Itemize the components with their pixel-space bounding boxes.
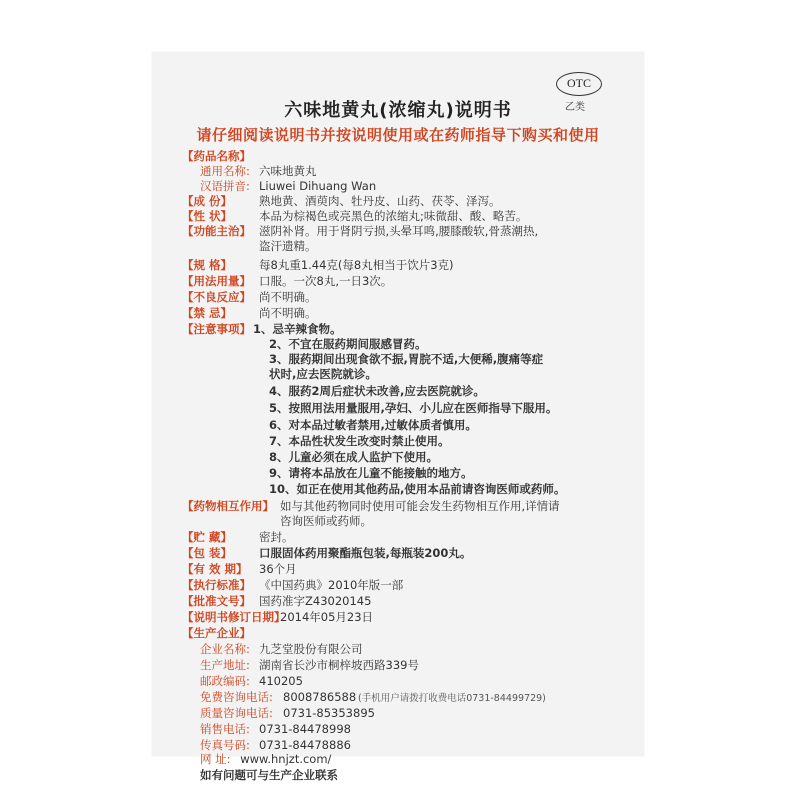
precaution-item: 5、按照用法用量服用,孕妇、小儿应在医师指导下服用。 xyxy=(269,401,558,415)
section-label-revision-date: 【说明书修订日期】 xyxy=(182,610,286,624)
quality-hotline-key: 质量咨询电话: xyxy=(200,706,273,720)
interactions-line-1: 如与其他药物同时使用可能会发生药物相互作用,详情请 xyxy=(280,499,560,513)
section-label-adverse-reactions: 【不良反应】 xyxy=(182,290,251,304)
revision-date-value: 2014年05月23日 xyxy=(280,610,374,624)
postcode-value: 410205 xyxy=(259,674,303,688)
dosage-value: 口服。一次8丸,一日3次。 xyxy=(259,274,393,288)
precaution-item: 4、服药2周后症状未改善,应去医院就诊。 xyxy=(269,384,485,398)
address-key: 生产地址: xyxy=(200,658,250,672)
pinyin-value: Liuwei Dihuang Wan xyxy=(259,179,377,193)
storage-value: 密封。 xyxy=(259,530,294,544)
section-label-drug-name: 【药品名称】 xyxy=(182,149,251,163)
document-title: 六味地黄丸(浓缩丸)说明书 xyxy=(284,100,512,121)
section-label-appearance: 【性 状】 xyxy=(182,209,233,223)
usage-warning: 请仔细阅读说明书并按说明使用或在药师指导下购买和使用 xyxy=(196,126,600,144)
website-row xyxy=(200,752,331,767)
instruction-leaflet xyxy=(152,52,644,756)
pinyin-key: 汉语拼音: xyxy=(200,179,250,193)
website-value: www.hnjzt.com/ xyxy=(240,752,332,766)
precaution-item: 2、不宜在服药期间服感冒药。 xyxy=(269,337,427,351)
precaution-item: 1、忌辛辣食物。 xyxy=(253,322,342,336)
generic-name-value: 六味地黄丸 xyxy=(259,164,317,178)
hotline-mobile-note: (手机用户请拨打收费电话0731-84499729) xyxy=(358,693,546,704)
section-label-interactions: 【药物相互作用】 xyxy=(182,499,274,513)
sales-phone-key: 销售电话: xyxy=(200,722,250,736)
section-label-storage: 【贮 藏】 xyxy=(182,530,233,544)
section-label-validity: 【有 效 期】 xyxy=(182,562,248,576)
contraindications-value: 尚不明确。 xyxy=(259,306,317,320)
adverse-reactions-value: 尚不明确。 xyxy=(259,290,317,304)
contact-footer: 如有问题可与生产企业联系 xyxy=(200,768,338,782)
section-label-approval: 【批准文号】 xyxy=(182,594,251,608)
address-value: 湖南省长沙市桐梓坡西路339号 xyxy=(259,658,419,672)
validity-value: 36个月 xyxy=(259,562,297,576)
section-label-dosage: 【用法用量】 xyxy=(182,274,251,288)
packaging-value: 口服固体药用聚酯瓶包装,每瓶装200丸。 xyxy=(259,546,472,560)
fax-value: 0731-84478886 xyxy=(259,738,351,752)
interactions-line-2: 咨询医师或药师。 xyxy=(280,514,372,528)
hotline-key: 免费咨询电话: xyxy=(200,690,273,704)
section-label-contraindications: 【禁 忌】 xyxy=(182,306,233,320)
section-label-packaging: 【包 装】 xyxy=(182,546,233,560)
indications-line-1: 滋阴补肾。用于肾阴亏损,头晕耳鸣,腰膝酸软,骨蒸潮热, xyxy=(259,224,539,238)
section-label-precautions: 【注意事项】 xyxy=(182,322,251,336)
precaution-item: 8、儿童必须在成人监护下使用。 xyxy=(269,450,438,464)
postcode-key: 邮政编码: xyxy=(200,674,250,688)
specification-value: 每8丸重1.44克(每8丸相当于饮片3克) xyxy=(259,258,454,272)
appearance-value: 本品为棕褐色或亮黑色的浓缩丸;味微甜、酸、略苦。 xyxy=(259,209,528,223)
quality-hotline-value: 0731-85353895 xyxy=(283,706,375,720)
website-key: 网 址: xyxy=(200,752,231,766)
precaution-item: 9、请将本品放在儿童不能接触的地方。 xyxy=(269,466,473,480)
fax-key: 传真号码: xyxy=(200,738,250,752)
section-label-manufacturer: 【生产企业】 xyxy=(182,626,251,640)
sales-phone-value: 0731-84478998 xyxy=(259,722,351,736)
indications-line-2: 盗汗遗精。 xyxy=(259,239,317,253)
section-label-specification: 【规 格】 xyxy=(182,258,233,272)
standard-value: 《中国药典》2010年版一部 xyxy=(259,578,404,592)
otc-badge: OTC xyxy=(556,72,602,96)
section-label-standard: 【执行标准】 xyxy=(182,578,251,592)
precaution-item: 6、对本品过敏者禁用,过敏体质者慎用。 xyxy=(269,418,477,432)
precaution-item: 7、本品性状发生改变时禁止使用。 xyxy=(269,434,450,448)
precaution-item-continuation: 状时,应去医院就诊。 xyxy=(269,367,377,381)
ingredients-value: 熟地黄、酒萸肉、牡丹皮、山药、茯苓、泽泻。 xyxy=(259,194,501,208)
company-name-value: 九芝堂股份有限公司 xyxy=(259,642,363,656)
section-label-indications: 【功能主治】 xyxy=(182,224,251,238)
section-label-ingredients: 【成 份】 xyxy=(182,194,233,208)
generic-name-key: 通用名称: xyxy=(200,164,250,178)
precaution-item: 3、服药期间出现食欲不振,胃脘不适,大便稀,腹痛等症 xyxy=(269,352,544,366)
company-name-key: 企业名称: xyxy=(200,642,250,656)
precaution-item: 10、如正在使用其他药品,使用本品前请咨询医师或药师。 xyxy=(269,482,566,496)
approval-value: 国药准字Z43020145 xyxy=(259,594,372,608)
otc-class-label: 乙类 xyxy=(565,102,585,113)
hotline-value: 8008786588 xyxy=(283,690,357,704)
